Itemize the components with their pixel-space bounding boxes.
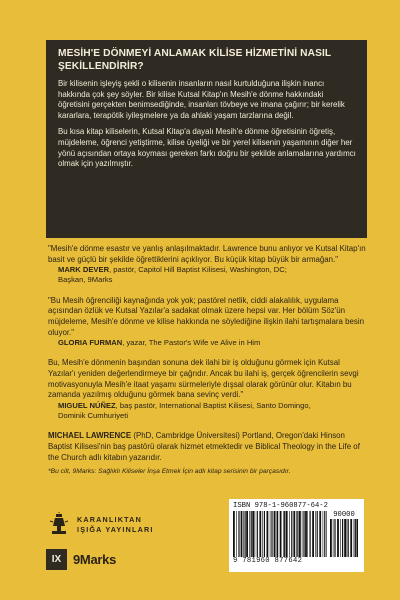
endorser-role-2: Başkan, 9Marks bbox=[58, 275, 113, 285]
ninemarks-logo bbox=[46, 548, 116, 570]
endorsement-attribution bbox=[48, 338, 366, 348]
series-note: *Bu cilt, 9Marks: Sağlıklı Kiliseler İnşa Etmek İçin adlı kitap serisinin bir parçasıdır. bbox=[48, 468, 291, 476]
endorsement-quote: "Bu Mesih öğrenciliği kaynağında yok yok; pastörel netlik, ciddi alakalılık, uygulama açısından özlük ve Kutsal Yazılar'a sadakat olmak üzere hepsi var. Her bölüm Söz'ün müjdeleme, Mesih'e dönme ve kilise hakkında ne söylediğine ilişkin ilahi tartışmalara besin oluyor." bbox=[48, 295, 364, 337]
endorser-role: , yazar, The Pastor's Wife ve Alive in Him bbox=[122, 338, 261, 348]
ninemarks-mark: IX bbox=[46, 549, 67, 570]
author-bio-text: (PhD, Cambridge Üniversitesi) Portland, Oregon'daki Hinson Baptist Kilisesi'nin baş pastörü olarak hizmet etmektedir ve Biblical Theology in the Life of the Church adlı kitabın yazarıdır. bbox=[48, 431, 360, 462]
description-box bbox=[46, 40, 367, 238]
lamp-icon bbox=[46, 512, 72, 538]
endorser-name: MIGUEL NÚÑEZ bbox=[58, 400, 116, 410]
endorser-role: , pastör, Capitol Hill Baptist Kilisesi, Washington, DC; bbox=[109, 265, 287, 275]
isbn-barcode bbox=[229, 499, 364, 572]
endorsements-section bbox=[48, 244, 366, 476]
endorser-name: MARK DEVER bbox=[58, 265, 110, 275]
barcode-digits: 9 781960 877642 bbox=[233, 557, 303, 565]
box-title: MESİH'E DÖNMEYİ ANLAMAK KİLİSE HİZMETİNİ NASIL ŞEKİLLENDİRİR? bbox=[58, 48, 332, 72]
box-paragraph-2: Bu kısa kitap kiliselerin, Kutsal Kitap'a dayalı Mesih'e dönme öğretisinin öğretiş, müjdeleme, öğrenci yetiştirme, kilise üyeliği ve bir yerel kilisenin yaşamının diğer her yönü açısından ortaya koyması gereken farkı doğru bir şekilde anlamalarına yardımcı olmak için yazılmıştır. bbox=[58, 127, 356, 169]
addon-bars bbox=[330, 519, 358, 557]
author-name: MICHAEL LAWRENCE bbox=[48, 431, 132, 441]
endorsement-1 bbox=[48, 244, 366, 286]
endorsement-attribution bbox=[48, 401, 366, 422]
endorsement-attribution bbox=[48, 265, 366, 286]
publisher-line-2: IŞIĞA YAYINLARI bbox=[77, 525, 154, 534]
ninemarks-name: 9Marks bbox=[73, 551, 117, 567]
addon-number: 90000 bbox=[333, 511, 355, 519]
endorser-role-2: Dominik Cumhuriyeti bbox=[58, 411, 129, 421]
endorser-name: GLORIA FURMAN bbox=[58, 338, 123, 348]
endorser-role: , baş pastör, International Baptist Kilisesi, Santo Domingo, bbox=[115, 400, 311, 410]
box-paragraph-1: Bir kilisenin işleyiş şekli o kilisenin insanların nasıl kurtulduğuna ilişkin inancı hakkında çok şey söyler. Bir kilise Kutsal Kitap'ın Mesih'e dönme hakkındaki öğretisini gerçekten benimsediğinde, insanları tövbeye ve imana çağırır; bir kerelik kararlara, terapötik iyileşmelere ya da ahlaki yaşam tarzlarına değil. bbox=[58, 79, 345, 120]
endorsement-3 bbox=[48, 358, 366, 421]
barcode-bars bbox=[233, 511, 327, 557]
endorsement-quote: "Mesih'e dönme esastır ve yanlış anlaşılmaktadır. Lawrence bunu anlıyor ve Kutsal Kitap'ın basit ve güçlü bir şekilde öğrettiklerini açıklıyor. Bu küçük kitap büyük bir armağan." bbox=[48, 244, 366, 264]
barcode-row bbox=[233, 511, 360, 557]
isbn-number: ISBN 978-1-960877-64-2 bbox=[233, 502, 328, 510]
endorsement-2 bbox=[48, 296, 366, 349]
publisher-line-1: KARANLIKTAN bbox=[77, 515, 142, 524]
barcode-addon bbox=[330, 511, 358, 557]
publisher-name bbox=[77, 515, 154, 535]
author-bio bbox=[48, 431, 366, 463]
endorsement-quote: Bu, Mesih'e dönmenin başından sonuna dek ilahi bir iş olduğunu görmek için Kutsal Yazılar'ı yeniden değerlendirmeye bir çağrıdır. Ancak bu ilahi iş, gerçek öğrencilerin sevgi motivasyonuyla Mesih'e itaat yaşamı sürmeleriyle dışsal olarak görünür olur. Kitabın bu zamanda yazılmış olduğunu görmek bana sevinç verdi." bbox=[48, 358, 359, 400]
publisher-logo bbox=[46, 508, 158, 542]
